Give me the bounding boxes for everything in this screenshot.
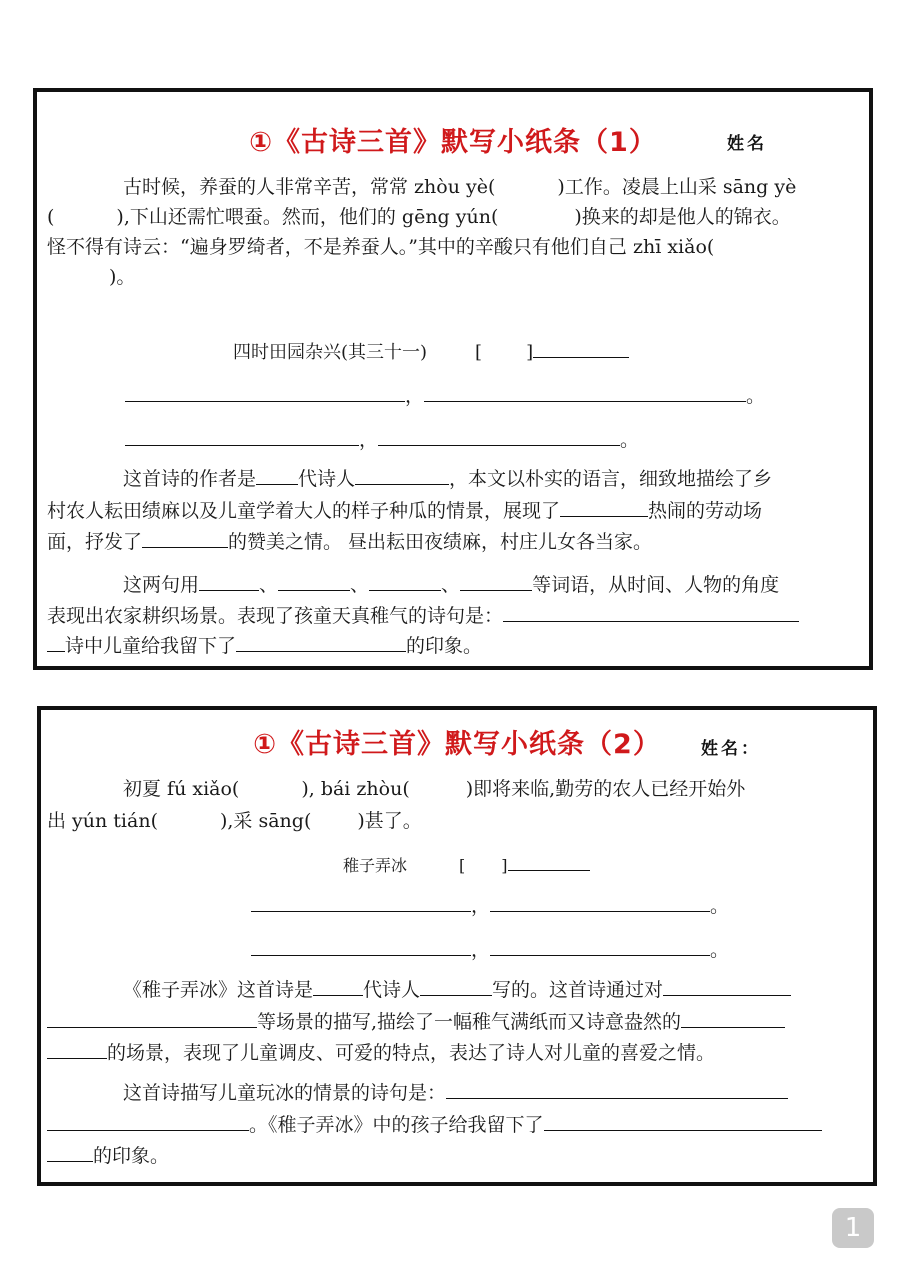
blank[interactable]	[355, 463, 449, 485]
comma: ，	[359, 429, 379, 451]
blank[interactable]	[446, 1077, 788, 1099]
paragraph-line	[47, 495, 762, 526]
text-segment: 热闹的劳动场	[648, 500, 763, 522]
card-title: ①《古诗三首》默写小纸条（1）	[249, 127, 657, 158]
paragraph-line	[47, 1077, 788, 1108]
text-segment: 的印象。	[93, 1145, 170, 1167]
text-segment: 怪不得有诗云：“遍身罗绮者，不是养蚕人。”其中的辛酸只有他们自己 zhī xiǎo(	[47, 236, 715, 258]
text-segment: 的赞美之情。 昼出耘田夜绩麻，村庄儿女各当家。	[228, 531, 653, 553]
blank[interactable]	[251, 934, 471, 956]
poem-title: 四时田园杂兴(其三十一)	[233, 342, 428, 363]
blank[interactable]	[503, 600, 799, 622]
paragraph-line	[47, 630, 482, 661]
poem-title-row	[233, 336, 629, 364]
text-segment: )。	[109, 266, 136, 288]
text-segment: 等词语，从时间、人物的角度	[532, 574, 780, 596]
poem-title: 稚子弄冰	[343, 856, 408, 875]
separator: 、	[441, 574, 461, 596]
text-segment: 写的。这首诗通过对	[492, 979, 664, 1001]
paragraph-line	[47, 1109, 822, 1140]
text-segment: ，本文以朴实的语言，细致地描绘了乡	[449, 468, 773, 490]
text-segment: 这两句用	[123, 574, 200, 596]
blank[interactable]	[142, 526, 228, 548]
comma: ，	[405, 385, 425, 407]
comma: ，	[471, 939, 491, 961]
period: 。	[620, 429, 640, 451]
blank[interactable]	[47, 1037, 107, 1059]
blank[interactable]	[544, 1109, 822, 1131]
text-segment: )换来的却是他人的锦衣。	[574, 206, 791, 228]
paragraph-line	[47, 774, 745, 804]
text-segment: 代诗人	[298, 468, 356, 490]
separator: 、	[350, 574, 370, 596]
poem-title-row	[343, 849, 590, 876]
text-segment: 村农人耘田绩麻以及儿童学着大人的样子种瓜的情景，展现了	[47, 500, 561, 522]
text-segment: )工作。凌晨上山采 sāng yè	[557, 176, 797, 198]
poem-line	[125, 424, 639, 455]
text-segment: ),采 sāng(	[219, 810, 312, 832]
blank[interactable]	[278, 569, 350, 591]
blank[interactable]	[236, 630, 406, 652]
blank[interactable]	[420, 974, 492, 996]
text-segment: 表现出农家耕织场景。表现了孩童天真稚气的诗句是：	[47, 605, 504, 627]
blank[interactable]	[313, 974, 363, 996]
text-segment: ), bái zhòu(	[301, 778, 410, 800]
blank[interactable]	[490, 934, 710, 956]
paragraph-line	[47, 526, 652, 557]
name-label: 姓名	[727, 134, 767, 154]
paragraph-line	[47, 1037, 715, 1068]
paragraph-line	[47, 172, 796, 202]
period: 。	[710, 895, 730, 917]
text-segment: 。《稚子弄冰》中的孩子给我留下了	[249, 1114, 544, 1136]
blank[interactable]	[47, 1140, 93, 1162]
blank[interactable]	[560, 495, 648, 517]
blank[interactable]	[125, 424, 359, 446]
blank[interactable]	[663, 974, 791, 996]
blank[interactable]	[460, 569, 532, 591]
text-segment: ),下山还需忙喂蚕。然而，他们的 gēng yún(	[116, 206, 499, 228]
text-segment: 面，抒发了	[47, 531, 143, 553]
separator: 、	[259, 574, 279, 596]
text-segment: 代诗人	[363, 979, 421, 1001]
text-segment: 出 yún tián(	[47, 810, 158, 832]
period: 。	[710, 939, 730, 961]
text-segment: 这首诗描写儿童玩冰的情景的诗句是：	[123, 1082, 447, 1104]
blank[interactable]	[47, 1006, 257, 1028]
text-segment: )甚了。	[357, 810, 422, 832]
name-label: 姓名：	[701, 739, 761, 759]
poem-line	[251, 890, 729, 921]
paragraph-line	[47, 1140, 169, 1171]
paragraph-line	[47, 1006, 785, 1037]
period: 。	[746, 385, 766, 407]
text-segment: 的印象。	[406, 635, 483, 657]
paragraph-line	[47, 232, 847, 262]
bracket: [	[459, 856, 466, 875]
paragraph-line	[47, 600, 799, 631]
blank[interactable]	[199, 569, 259, 591]
paragraph-line	[47, 463, 772, 494]
blank[interactable]	[369, 569, 441, 591]
text-segment: )即将来临,勤劳的农人已经开始外	[465, 778, 746, 800]
text-segment: 的场景，表现了儿童调皮、可爱的特点，表达了诗人对儿童的喜爱之情。	[107, 1042, 716, 1064]
blank[interactable]	[125, 380, 405, 402]
blank[interactable]	[424, 380, 746, 402]
bracket: ]	[501, 856, 508, 875]
blank[interactable]	[378, 424, 620, 446]
blank[interactable]	[47, 1109, 249, 1131]
dictation-card-1	[33, 88, 873, 670]
bracket: [	[475, 342, 483, 363]
paragraph-line	[47, 202, 791, 232]
text-segment: 初夏 fú xiǎo(	[123, 778, 240, 800]
text-segment: 《稚子弄冰》这首诗是	[123, 979, 314, 1001]
paragraph-line	[47, 569, 779, 600]
comma: ，	[471, 895, 491, 917]
blank[interactable]	[256, 463, 298, 485]
blank[interactable]	[251, 890, 471, 912]
blank[interactable]	[533, 336, 629, 358]
blank[interactable]	[490, 890, 710, 912]
blank[interactable]	[681, 1006, 785, 1028]
dictation-card-2	[37, 706, 877, 1186]
bracket: ]	[526, 342, 534, 363]
poem-line	[251, 934, 729, 965]
poem-line	[125, 380, 765, 411]
text-segment: (	[47, 206, 55, 228]
text-segment: 等场景的描写,描绘了一幅稚气满纸而又诗意盎然的	[257, 1011, 682, 1033]
text-segment: 诗中儿童给我留下了	[65, 635, 237, 657]
card-title: ①《古诗三首》默写小纸条（2）	[253, 729, 661, 760]
page-number-badge[interactable]: 1	[832, 1208, 874, 1248]
paragraph-line	[47, 974, 791, 1005]
paragraph-line	[47, 262, 135, 292]
blank[interactable]	[47, 630, 65, 652]
text-segment: 这首诗的作者是	[123, 468, 257, 490]
blank[interactable]	[508, 849, 590, 871]
paragraph-line	[47, 806, 422, 836]
text-segment: 古时候，养蚕的人非常辛苦，常常 zhòu yè(	[123, 176, 496, 198]
